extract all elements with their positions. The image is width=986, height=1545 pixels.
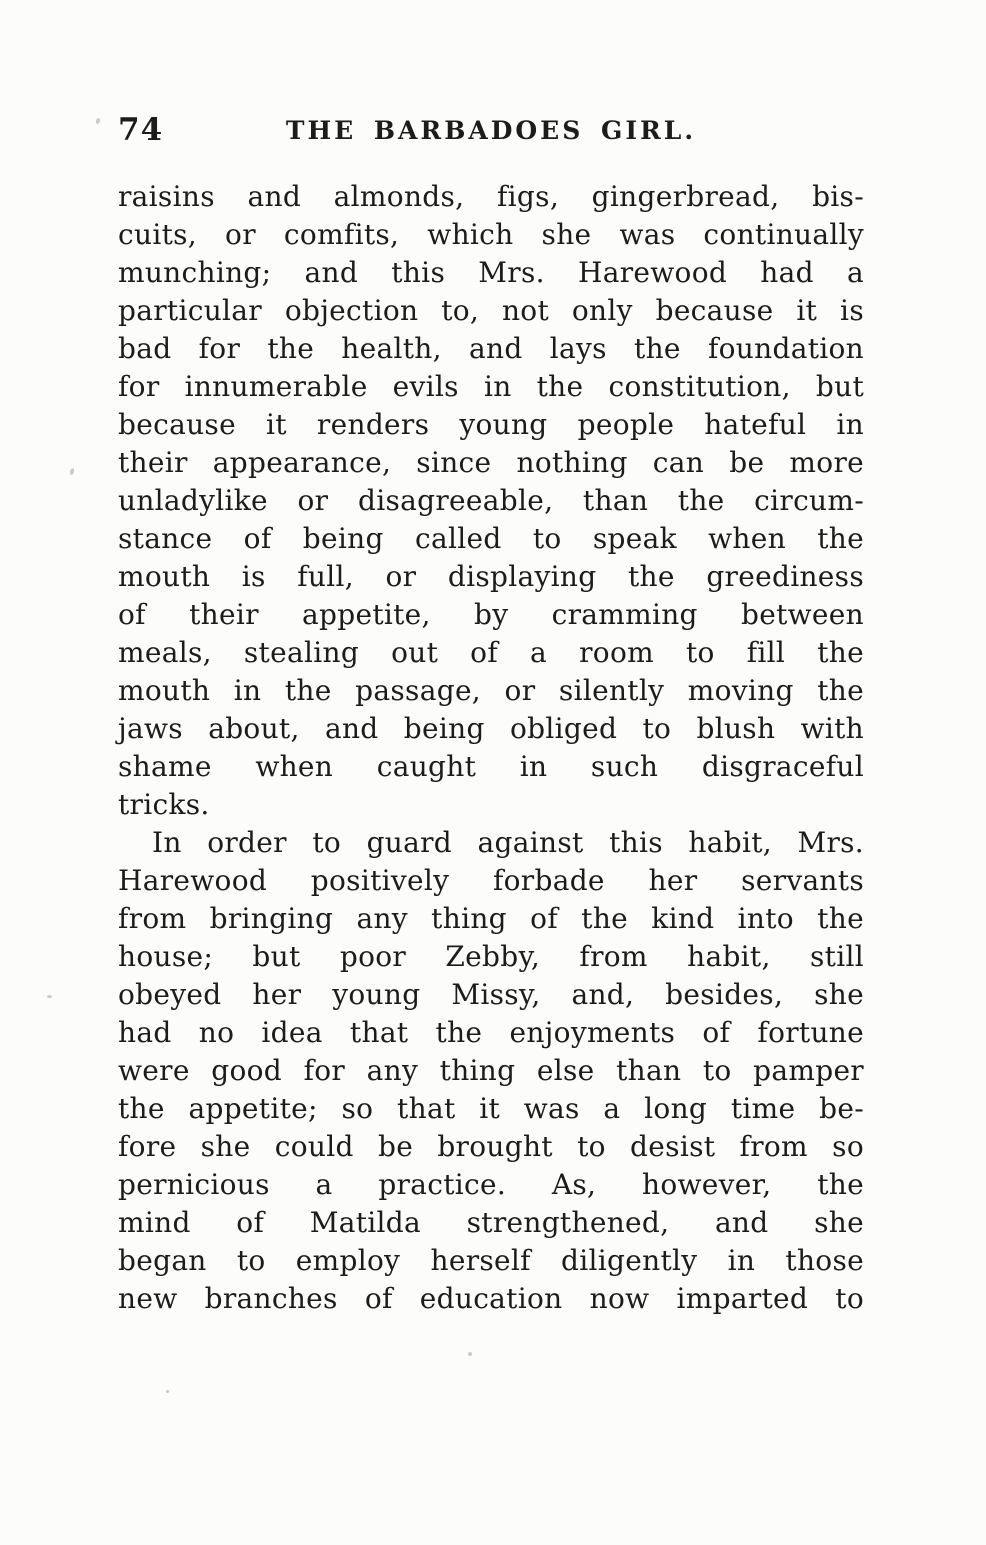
text-line: fore she could be brought to desist from so xyxy=(118,1130,864,1163)
text-line: In order to guard against this habit, Mrs. xyxy=(152,826,864,859)
scan-speck xyxy=(166,1390,169,1393)
paragraph xyxy=(118,178,864,824)
text-line: cuits, or comfits, which she was continually xyxy=(118,218,864,251)
scan-speck xyxy=(468,1352,472,1356)
page-number: 74 xyxy=(118,112,164,148)
text-line: stance of being called to speak when the xyxy=(118,522,864,555)
text-line: mouth in the passage, or silently moving the xyxy=(118,674,864,707)
text-line: bad for the health, and lays the foundation xyxy=(118,332,864,365)
text-line: from bringing any thing of the kind into the xyxy=(118,902,864,935)
text-line: raisins and almonds, figs, gingerbread, bis- xyxy=(118,180,864,213)
text-line: for innumerable evils in the constitution, but xyxy=(118,370,864,403)
scan-speck xyxy=(69,468,75,476)
running-head-title: THE BARBADOES GIRL. xyxy=(285,116,697,145)
text-line: their appearance, since nothing can be more xyxy=(118,446,864,479)
text-line: meals, stealing out of a room to fill the xyxy=(118,636,864,669)
text-line: particular objection to, not only because it is xyxy=(118,294,864,327)
text-line: because it renders young people hateful in xyxy=(118,408,864,441)
scan-speck xyxy=(47,995,52,998)
page-header xyxy=(118,112,864,152)
text-line: began to employ herself diligently in those xyxy=(118,1244,864,1277)
text-line: shame when caught in such disgraceful xyxy=(118,750,864,783)
text-line: mouth is full, or displaying the greediness xyxy=(118,560,864,593)
text-line: tricks. xyxy=(118,788,210,821)
text-line: house; but poor Zebby, from habit, still xyxy=(118,940,864,973)
text-line: jaws about, and being obliged to blush with xyxy=(118,712,864,745)
text-line: the appetite; so that it was a long time be- xyxy=(118,1092,864,1125)
text-line: of their appetite, by cramming between xyxy=(118,598,864,631)
text-line: pernicious a practice. As, however, the xyxy=(118,1168,864,1201)
text-line: Harewood positively forbade her servants xyxy=(118,864,864,897)
paragraph xyxy=(118,824,864,1318)
text-line: munching; and this Mrs. Harewood had a xyxy=(118,256,864,289)
text-line: mind of Matilda strengthened, and she xyxy=(118,1206,864,1239)
text-line: new branches of education now imparted to xyxy=(118,1282,864,1315)
text-line: obeyed her young Missy, and, besides, she xyxy=(118,978,864,1011)
body-text xyxy=(118,178,864,1318)
text-line: had no idea that the enjoyments of fortune xyxy=(118,1016,864,1049)
scan-speck xyxy=(95,117,101,124)
text-line: were good for any thing else than to pamper xyxy=(118,1054,864,1087)
text-line: unladylike or disagreeable, than the circum- xyxy=(118,484,864,517)
